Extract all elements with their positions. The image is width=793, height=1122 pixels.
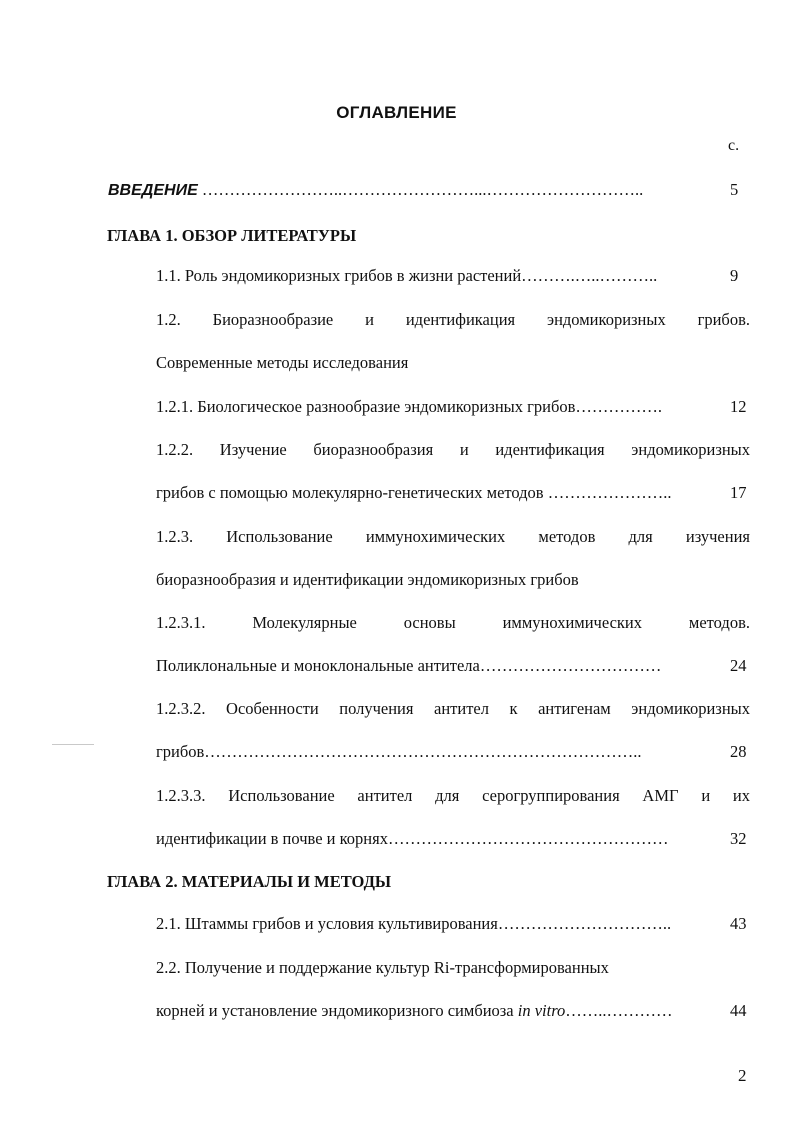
- toc-entry-1-1-page: 9: [730, 266, 739, 285]
- scan-artifact-line: [52, 744, 94, 745]
- toc-entry-1-2-3-line2: биоразнообразия и идентификации эндомикоризных грибов: [156, 570, 579, 589]
- toc-entry-1-2-3-1-line1: 1.2.3.1. Молекулярные основы иммунохимических методов.: [156, 613, 750, 632]
- toc-entry-intro-label: ВВЕДЕНИЕ: [108, 182, 198, 199]
- toc-entry-1-2-3-3-line2: идентификации в почве и корнях……………………………………………: [156, 829, 669, 848]
- page-title: ОГЛАВЛЕНИЕ: [336, 103, 457, 122]
- toc-entry-1-2-2-line1: 1.2.2. Изучение биоразнообразия и идентификация эндомикоризных: [156, 440, 750, 459]
- toc-entry-1-2-3-1-page: 24: [730, 656, 747, 675]
- toc-entry-1-1: 1.1. Роль эндомикоризных грибов в жизни растений……….…..………..: [156, 266, 658, 285]
- toc-entry-1-2-3-3-page: 32: [730, 829, 747, 848]
- toc-leader: ……………………..……………………...………………………..: [197, 180, 644, 199]
- toc-leader: …………………..: [547, 483, 672, 502]
- toc-entry-1-2-3-2-page: 28: [730, 742, 747, 761]
- toc-entry-intro-page: 5: [730, 180, 739, 199]
- toc-entry-intro: [108, 180, 643, 201]
- toc-leader: ……….…..………..: [521, 266, 658, 285]
- toc-entry-1-2-2-page: 17: [730, 483, 747, 502]
- toc-leader: …………….: [575, 397, 663, 416]
- toc-leader: ……………………………………………: [387, 829, 669, 848]
- toc-entry-2-1-page: 43: [730, 914, 747, 933]
- toc-entry-1-2-3-line1: 1.2.3. Использование иммунохимических методов для изучения: [156, 527, 750, 546]
- toc-leader: …………………………..: [497, 914, 672, 933]
- toc-entry-1-2-3-1-line2: Поликлональные и моноклональные антитела……………………………: [156, 656, 662, 675]
- toc-entry-1-2-3-3-line1: 1.2.3.3. Использование антител для серогруппирования АМГ и их: [156, 786, 750, 805]
- toc-entry-1-2-1-page: 12: [730, 397, 747, 416]
- page-number: 2: [738, 1066, 747, 1085]
- page-column-label: с.: [728, 137, 740, 154]
- toc-entry-1-2-line1: 1.2. Биоразнообразие и идентификация эндомикоризных грибов.: [156, 310, 750, 329]
- toc-entry-1-2-1: 1.2.1. Биологическое разнообразие эндомикоризных грибов…………….: [156, 397, 663, 416]
- toc-entry-2-1: 2.1. Штаммы грибов и условия культивирования…………………………..: [156, 914, 672, 933]
- chapter-1-heading: ГЛАВА 1. ОБЗОР ЛИТЕРАТУРЫ: [107, 226, 357, 245]
- toc-leader: ……………………………………………………………………..: [204, 742, 642, 761]
- toc-leader: ……………………………: [479, 656, 662, 675]
- toc-entry-2-2-page: 44: [730, 1001, 747, 1020]
- toc-entry-1-2-3-2-line1: 1.2.3.2. Особенности получения антител к антигенам эндомикоризных: [156, 699, 750, 718]
- toc-entry-1-2-3-2-line2: грибов……………………………………………………………………..: [156, 742, 642, 761]
- toc-entry-2-2-line1: 2.2. Получение и поддержание культур Ri-трансформированных: [156, 958, 609, 977]
- toc-leader: ……..…………: [565, 1001, 673, 1020]
- toc-entry-1-2-2-line2: грибов с помощью молекулярно-генетических методов …………………..: [156, 483, 672, 502]
- toc-entry-2-2-line2: корней и установление эндомикоризного симбиоза in vitro……..…………: [156, 1001, 673, 1020]
- chapter-2-heading: ГЛАВА 2. МАТЕРИАЛЫ И МЕТОДЫ: [107, 872, 392, 891]
- toc-entry-1-2-line2: Современные методы исследования: [156, 353, 409, 372]
